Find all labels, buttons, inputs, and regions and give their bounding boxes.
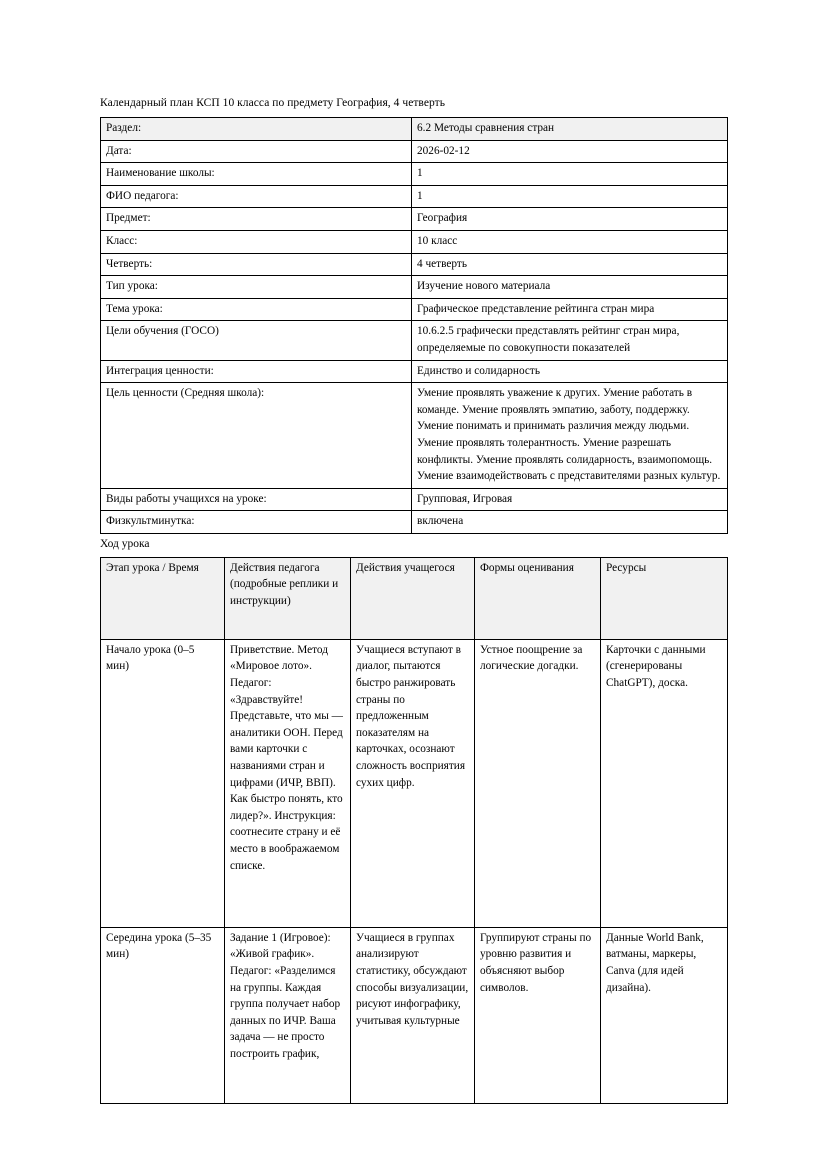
lesson-info-table [100, 117, 728, 534]
info-label-cell: Класс: [101, 230, 412, 253]
info-label-cell: Цели обучения (ГОСО) [101, 321, 412, 360]
table-row [101, 276, 728, 299]
info-label-cell: Тема урока: [101, 298, 412, 321]
cell-resources: Данные World Bank, ватманы, маркеры, Canva (для идей дизайна). [601, 927, 728, 1103]
page-title: Календарный план КСП 10 класса по предмету География, 4 четверть [100, 97, 446, 109]
lesson-flow-table [100, 557, 728, 1104]
cell-stage: Начало урока (0–5 мин) [101, 639, 225, 927]
table-row [101, 360, 728, 383]
cell-assessment: Устное поощрение за логические догадки. [475, 639, 601, 927]
info-label-cell: Наименование школы: [101, 163, 412, 186]
table-header-row [101, 557, 728, 639]
cell-stage: Середина урока (5–35 мин) [101, 927, 225, 1103]
info-value-cell: Единство и солидарность [412, 360, 728, 383]
table-row [101, 163, 728, 186]
info-value-cell: 1 [412, 185, 728, 208]
info-label-cell: Дата: [101, 140, 412, 163]
info-value-cell: 10 класс [412, 230, 728, 253]
table-row [101, 488, 728, 511]
info-value-cell: Изучение нового материала [412, 276, 728, 299]
table-row [101, 321, 728, 360]
info-value-cell: Графическое представление рейтинга стран мира [412, 298, 728, 321]
column-header-student-actions: Действия учащегося [351, 557, 475, 639]
lesson-flow-table-head [101, 557, 728, 639]
cell-teacher-actions: Задание 1 (Игровое): «Живой график». Педагог: «Разделимся на группы. Каждая группа получает набор данных по ИЧР. Ваша задача — не просто построить график, [225, 927, 351, 1103]
table-row [101, 511, 728, 534]
info-label-cell: Раздел: [101, 118, 412, 141]
table-row [101, 230, 728, 253]
info-label-cell: Предмет: [101, 208, 412, 231]
lesson-info-table-body [101, 118, 728, 534]
info-label-cell: Физкультминутка: [101, 511, 412, 534]
table-row [101, 253, 728, 276]
info-value-cell: География [412, 208, 728, 231]
table-row [101, 185, 728, 208]
info-label-cell: ФИО педагога: [101, 185, 412, 208]
info-value-cell: 1 [412, 163, 728, 186]
info-label-cell: Тип урока: [101, 276, 412, 299]
cell-student-actions: Учащиеся в группах анализируют статистику, обсуждают способы визуализации, рисуют инфографику, учитывая культурные [351, 927, 475, 1103]
info-label-cell: Виды работы учащихся на уроке: [101, 488, 412, 511]
table-row [101, 298, 728, 321]
cell-assessment: Группируют страны по уровню развития и объясняют выбор символов. [475, 927, 601, 1103]
lesson-flow-table-body [101, 639, 728, 1103]
table-row [101, 927, 728, 1103]
column-header-assessment-forms: Формы оценивания [475, 557, 601, 639]
info-value-cell: 2026-02-12 [412, 140, 728, 163]
info-label-cell: Цель ценности (Средняя школа): [101, 383, 412, 489]
table-row [101, 140, 728, 163]
column-header-resources: Ресурсы [601, 557, 728, 639]
cell-teacher-actions: Приветствие. Метод «Мировое лото». Педагог: «Здравствуйте! Представьте, что мы — аналитики ООН. Перед вами карточки с названиями стран и цифрами (ИЧР, ВВП). Как быстро понять, кто лидер?». Инструкция: соотнесите страну и её место в воображаемом списке. [225, 639, 351, 927]
table-row [101, 383, 728, 489]
info-label-cell: Четверть: [101, 253, 412, 276]
info-value-cell: Групповая, Игровая [412, 488, 728, 511]
info-value-cell: 6.2 Методы сравнения стран [412, 118, 728, 141]
column-header-teacher-actions: Действия педагога (подробные реплики и инструкции) [225, 557, 351, 639]
info-label-cell: Интеграция ценности: [101, 360, 412, 383]
section-caption-lesson-flow: Ход урока [100, 537, 150, 550]
table-row [101, 118, 728, 141]
cell-student-actions: Учащиеся вступают в диалог, пытаются быстро ранжировать страны по предложенным показателям на карточках, осознают сложность восприятия сухих цифр. [351, 639, 475, 927]
info-value-cell: Умение проявлять уважение к других. Умение работать в команде. Умение проявлять эмпатию, заботу, поддержку. Умение понимать и принимать различия между людьми. Умение проявлять толерантность. Умение разрешать конфликты. Умение проявлять солидарность, взаимопомощь. Умение взаимодействовать с представителями разных культур. [412, 383, 728, 489]
table-row [101, 639, 728, 927]
info-value-cell: 10.6.2.5 графически представлять рейтинг стран мира, определяемые по совокупности показателей [412, 321, 728, 360]
column-header-stage: Этап урока / Время [101, 557, 225, 639]
table-row [101, 208, 728, 231]
cell-resources: Карточки с данными (сгенерированы ChatGPT), доска. [601, 639, 728, 927]
info-value-cell: включена [412, 511, 728, 534]
info-value-cell: 4 четверть [412, 253, 728, 276]
